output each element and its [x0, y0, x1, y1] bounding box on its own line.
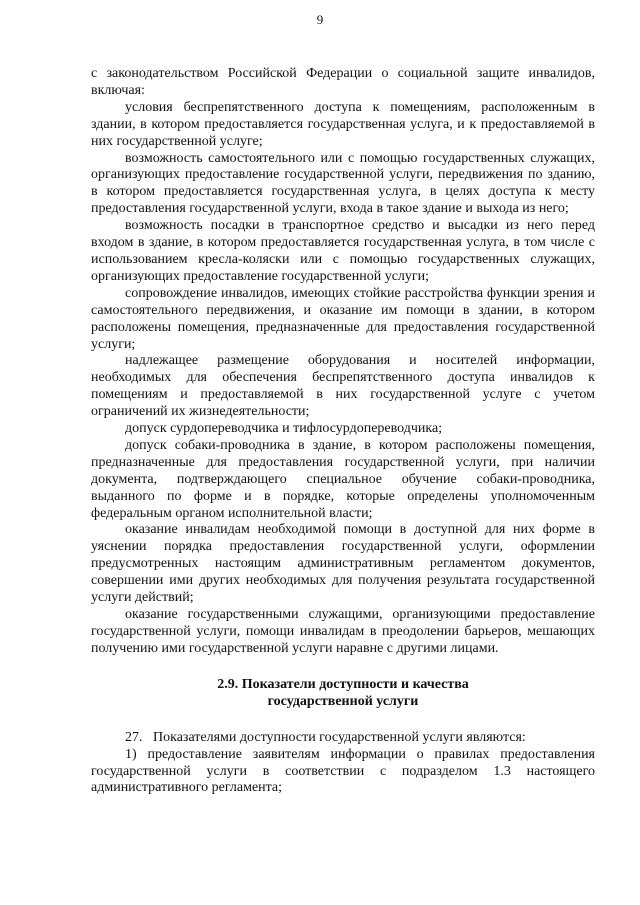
- paragraph-barriers: оказание государственными служащими, организующими предоставление государственной услуги, помощи инвалидам в преодолении барьеров, мешающих получению ими государственной услуги наравне с другими лицами.: [91, 607, 595, 656]
- paragraph-movement: возможность самостоятельного или с помощью государственных служащих, организующих предоставление государственной услуги, передвижения по зданию, в котором предоставляется государственная услуга, в целях доступа к месту предоставления государственной услуги, входа в такое здание и выхода из него;: [91, 150, 595, 217]
- page-number: 9: [316, 12, 324, 27]
- document-body: [91, 66, 595, 797]
- paragraph-continuation: с законодательством Российской Федерации о социальной защите инвалидов, включая:: [91, 66, 595, 98]
- paragraph-item-27: 27. Показателями доступности государственной услуги являются:: [125, 729, 526, 745]
- paragraph-access-conditions: условия беспрепятственного доступа к помещениям, расположенным в здании, в котором предоставляется государственная услуга, и к предоставляемой в них государственной услуге;: [91, 99, 595, 149]
- paragraph-interpreter: допуск сурдопереводчика и тифлосурдопереводчика;: [125, 421, 443, 437]
- section-heading: [91, 676, 595, 710]
- paragraph-transport: возможность посадки в транспортное средство и высадки из него перед входом в здание, в котором предоставляется государственная услуга, в том числе с использованием кресла-коляски или с помощью государственных служащих, организующих предоставление государственной услуги;: [91, 218, 595, 284]
- paragraph-guide-dog: допуск собаки-проводника в здание, в котором расположены помещения, предназначенные для предоставления государственной услуги, при наличии документа, подтверждающего специальное обучение собаки-проводника, выданного по форме и в порядке, которые определены уполномоченным федеральным органом исполнительной власти;: [91, 437, 595, 521]
- paragraph-escort: сопровождение инвалидов, имеющих стойкие расстройства функции зрения и самостоятельного передвижения, и оказание им помощи в здании, в котором расположены помещения, предназначенные для предоставления государственной услуги;: [91, 285, 595, 352]
- section-heading-line2: государственной услуги: [267, 693, 419, 709]
- paragraph-subitem-1: 1) предоставление заявителям информации о правилах предоставления государственной услуги в соответствии с подразделом 1.3 настоящего административного регламента;: [91, 746, 595, 796]
- section-heading-line1: 2.9. Показатели доступности и качества: [217, 676, 469, 692]
- paragraph-assistance: оказание инвалидам необходимой помощи в доступной для них форме в уяснении порядка предоставления государственной услуги, оформлении предусмотренных настоящим административным регламентом документов, совершении ими других необходимых для получения результата государственной услуги действий;: [91, 522, 595, 606]
- paragraph-equipment: надлежащее размещение оборудования и носителей информации, необходимых для обеспечения беспрепятственного доступа инвалидов к помещениям и предоставляемой в них государственной услуге с учетом ограничений их жизнедеятельности;: [91, 353, 595, 420]
